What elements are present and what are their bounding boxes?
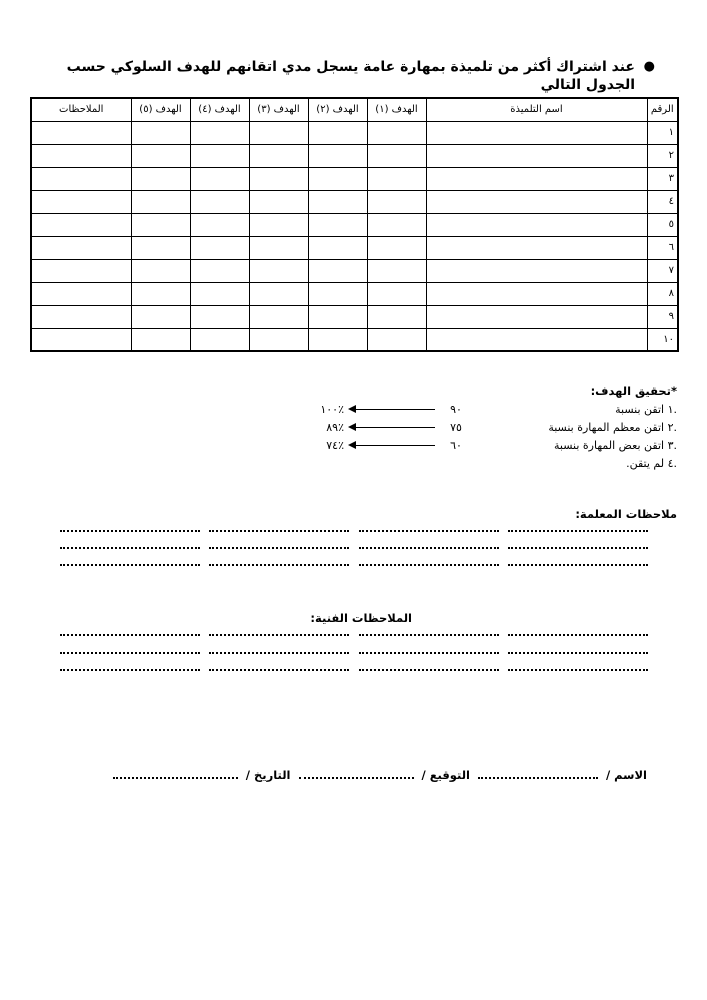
- table-cell[interactable]: [131, 236, 190, 259]
- table-row: [31, 190, 678, 213]
- row-number: ٣: [647, 167, 678, 190]
- table-cell[interactable]: [131, 213, 190, 236]
- table-cell[interactable]: [308, 190, 367, 213]
- table-cell[interactable]: [367, 259, 426, 282]
- table-cell[interactable]: [426, 305, 647, 328]
- table-cell[interactable]: [249, 259, 308, 282]
- column-header: الملاحظات: [31, 98, 131, 121]
- signature-label: التوقيع /: [421, 768, 470, 782]
- column-header: اسم التلميذة: [426, 98, 647, 121]
- achievement-item: [320, 454, 677, 472]
- table-cell[interactable]: [426, 121, 647, 144]
- technical-notes-title: الملاحظات الفنية:: [310, 611, 412, 625]
- table-cell[interactable]: [308, 305, 367, 328]
- table-cell[interactable]: [31, 328, 131, 351]
- arrow-left-icon: [350, 409, 435, 410]
- table-cell[interactable]: [426, 328, 647, 351]
- teacher-notes-line[interactable]: [60, 564, 648, 566]
- table-row: [31, 167, 678, 190]
- row-number: ٢: [647, 144, 678, 167]
- table-cell[interactable]: [190, 121, 249, 144]
- table-cell[interactable]: [426, 259, 647, 282]
- achievement-percent: ٪١٠٠: [320, 402, 344, 416]
- achievement-item: [320, 400, 677, 418]
- table-cell[interactable]: [367, 144, 426, 167]
- teacher-notes-line[interactable]: [60, 530, 648, 532]
- row-number: ٨: [647, 282, 678, 305]
- row-number: ٦: [647, 236, 678, 259]
- column-header: الهدف (٥): [131, 98, 190, 121]
- table-cell[interactable]: [31, 305, 131, 328]
- table-cell[interactable]: [308, 144, 367, 167]
- table-cell[interactable]: [131, 144, 190, 167]
- table-cell[interactable]: [426, 144, 647, 167]
- table-cell[interactable]: [190, 144, 249, 167]
- table-row: [31, 236, 678, 259]
- achievement-item: [320, 436, 677, 454]
- column-header: الرقم: [647, 98, 678, 121]
- table-cell[interactable]: [249, 213, 308, 236]
- table-cell[interactable]: [367, 213, 426, 236]
- table-cell[interactable]: [131, 190, 190, 213]
- table-cell[interactable]: [190, 190, 249, 213]
- table-cell[interactable]: [131, 328, 190, 351]
- instruction-text: عند اشتراك أكثر من تلميذة بمهارة عامة يسجل مدي اتقانهم للهدف السلوكي حسب الجدول التالي: [66, 59, 635, 93]
- row-number: ٧: [647, 259, 678, 282]
- technical-notes-line[interactable]: [60, 652, 648, 654]
- arrow-left-icon: [350, 445, 435, 446]
- table-cell[interactable]: [31, 167, 131, 190]
- achievement-label: .٢ اتقن معظم المهارة بنسبة: [548, 420, 677, 434]
- table-cell[interactable]: [367, 236, 426, 259]
- row-number: ١٠: [647, 328, 678, 351]
- row-number: ٩: [647, 305, 678, 328]
- table-cell[interactable]: [31, 144, 131, 167]
- row-number: ١: [647, 121, 678, 144]
- achievement-label: .١ اتقن بنسبة: [615, 402, 677, 416]
- date-field[interactable]: [113, 777, 238, 779]
- table-row: [31, 121, 678, 144]
- column-header: الهدف (٢): [308, 98, 367, 121]
- table-cell[interactable]: [426, 190, 647, 213]
- table-cell[interactable]: [426, 167, 647, 190]
- table-cell[interactable]: [190, 236, 249, 259]
- table-cell[interactable]: [131, 259, 190, 282]
- table-cell[interactable]: [367, 190, 426, 213]
- table-cell[interactable]: [367, 167, 426, 190]
- signature-row: [113, 768, 647, 782]
- achievement-section: [320, 384, 677, 472]
- table-cell[interactable]: [131, 282, 190, 305]
- row-number: ٤: [647, 190, 678, 213]
- table-cell[interactable]: [249, 305, 308, 328]
- technical-notes-line[interactable]: [60, 634, 648, 636]
- table-cell[interactable]: [249, 328, 308, 351]
- table-cell[interactable]: [367, 305, 426, 328]
- name-label: الاسم /: [605, 768, 647, 782]
- achievement-item: [320, 418, 677, 436]
- table-cell[interactable]: [131, 167, 190, 190]
- table-cell[interactable]: [31, 213, 131, 236]
- table-cell[interactable]: [31, 121, 131, 144]
- achievement-percent: ٪٨٩: [326, 420, 344, 434]
- table-cell[interactable]: [131, 305, 190, 328]
- table-cell[interactable]: [308, 328, 367, 351]
- column-header: الهدف (١): [367, 98, 426, 121]
- table-row: [31, 213, 678, 236]
- teacher-notes-title: ملاحظات المعلمة:: [575, 507, 677, 521]
- table-cell[interactable]: [249, 190, 308, 213]
- table-row: [31, 282, 678, 305]
- table-cell[interactable]: [249, 144, 308, 167]
- table-cell[interactable]: [308, 259, 367, 282]
- table-cell[interactable]: [31, 282, 131, 305]
- achievement-value: ٩٠: [450, 402, 462, 416]
- achievement-label: .٣ اتقن بعض المهارة بنسبة: [554, 438, 677, 452]
- row-number: ٥: [647, 213, 678, 236]
- table-row: [31, 328, 678, 351]
- achievement-percent: ٪٧٤: [326, 438, 344, 452]
- table-cell[interactable]: [426, 236, 647, 259]
- name-field[interactable]: [478, 777, 598, 779]
- table-cell[interactable]: [367, 282, 426, 305]
- table-cell[interactable]: [190, 259, 249, 282]
- table-cell[interactable]: [367, 328, 426, 351]
- table-cell[interactable]: [190, 213, 249, 236]
- table-row: [31, 259, 678, 282]
- table-cell[interactable]: [249, 167, 308, 190]
- table-row: [31, 305, 678, 328]
- table-cell[interactable]: [249, 236, 308, 259]
- table-cell[interactable]: [308, 282, 367, 305]
- table-cell[interactable]: [31, 190, 131, 213]
- table-cell[interactable]: [190, 328, 249, 351]
- table-cell[interactable]: [308, 121, 367, 144]
- table-cell[interactable]: [190, 282, 249, 305]
- achievement-value: ٦٠: [450, 438, 462, 452]
- table-cell[interactable]: [308, 213, 367, 236]
- achievement-label: .٤ لم يتقن.: [626, 456, 677, 470]
- arrow-left-icon: [350, 427, 435, 428]
- table-cell[interactable]: [308, 167, 367, 190]
- table-cell[interactable]: [249, 121, 308, 144]
- table-cell[interactable]: [426, 282, 647, 305]
- table-cell[interactable]: [426, 213, 647, 236]
- table-cell[interactable]: [367, 121, 426, 144]
- table-cell[interactable]: [190, 305, 249, 328]
- table-cell[interactable]: [190, 167, 249, 190]
- goals-table: [30, 97, 679, 352]
- table-cell[interactable]: [308, 236, 367, 259]
- bullet-icon: ●: [643, 59, 655, 74]
- table-cell[interactable]: [131, 121, 190, 144]
- table-cell[interactable]: [31, 259, 131, 282]
- column-header: الهدف (٣): [249, 98, 308, 121]
- table-cell[interactable]: [249, 282, 308, 305]
- technical-notes-line[interactable]: [60, 669, 648, 671]
- table-cell[interactable]: [31, 236, 131, 259]
- achievement-value: ٧٥: [450, 420, 462, 434]
- table-row: [31, 144, 678, 167]
- achievement-title: *تحقيق الهدف:: [590, 384, 677, 398]
- teacher-notes-line[interactable]: [60, 547, 648, 549]
- signature-field[interactable]: [299, 777, 414, 779]
- column-header: الهدف (٤): [190, 98, 249, 121]
- date-label: التاريخ /: [245, 768, 291, 782]
